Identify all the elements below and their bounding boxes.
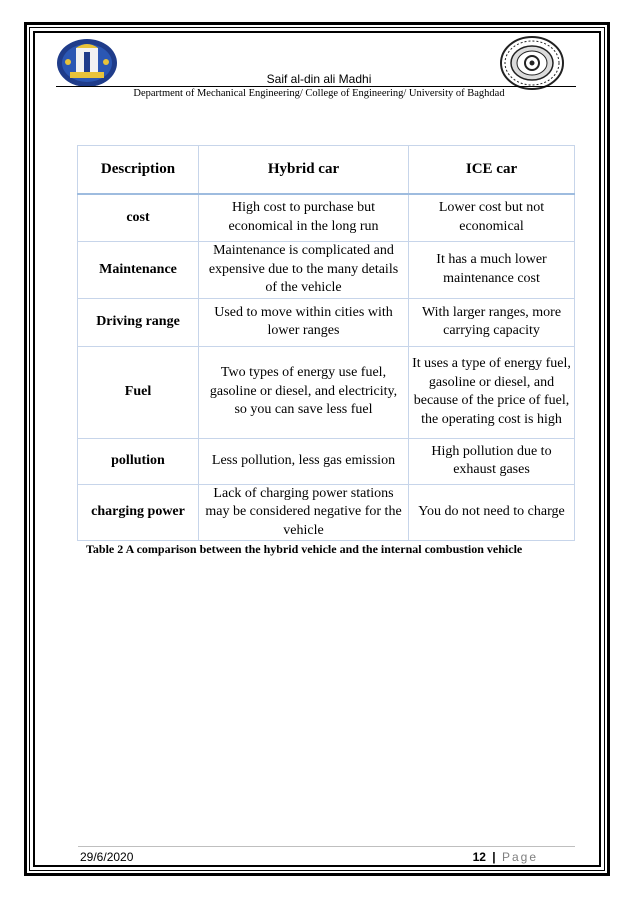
table-caption: Table 2 A comparison between the hybrid vehicle and the internal combustion vehicle [86, 542, 523, 556]
row-ice-value: It uses a type of energy fuel, gasoline or diesel, and because of the price of fuel, the operating cost is high [409, 346, 575, 438]
column-header-hybrid: Hybrid car [199, 146, 409, 194]
table-row [78, 242, 575, 299]
table-row [78, 346, 575, 438]
header-rule [56, 86, 576, 87]
row-hybrid-value: Used to move within cities with lower ranges [199, 298, 409, 346]
table-row [78, 194, 575, 242]
table-header-row [78, 146, 575, 194]
column-header-description: Description [78, 146, 199, 194]
table-row [78, 298, 575, 346]
row-hybrid-value: Maintenance is complicated and expensive due to the many details of the vehicle [199, 242, 409, 299]
comparison-table [77, 145, 575, 541]
row-hybrid-value: Less pollution, less gas emission [199, 438, 409, 484]
page-label: Page [501, 850, 538, 864]
row-description: Maintenance [78, 242, 199, 299]
row-description: cost [78, 194, 199, 242]
row-description: Fuel [78, 346, 199, 438]
column-header-ice: ICE car [409, 146, 575, 194]
row-description: pollution [78, 438, 199, 484]
table-row [78, 484, 575, 541]
footer-rule [78, 846, 575, 847]
page-number: 12 [472, 850, 486, 864]
footer-page-indicator [473, 850, 538, 864]
department-line: Department of Mechanical Engineering/ College of Engineering/ University of Baghdad [133, 88, 505, 99]
footer-date: 29/6/2020 [80, 850, 134, 864]
row-hybrid-value: Lack of charging power stations may be considered negative for the vehicle [199, 484, 409, 541]
author-name: Saif al-din ali Madhi [266, 72, 372, 86]
row-ice-value: You do not need to charge [409, 484, 575, 541]
row-ice-value: Lower cost but not economical [409, 194, 575, 242]
row-ice-value: High pollution due to exhaust gases [409, 438, 575, 484]
row-description: Driving range [78, 298, 199, 346]
row-description: charging power [78, 484, 199, 541]
row-hybrid-value: Two types of energy use fuel, gasoline or diesel, and electricity, so you can save less fuel [199, 346, 409, 438]
row-ice-value: With larger ranges, more carrying capacity [409, 298, 575, 346]
row-hybrid-value: High cost to purchase but economical in the long run [199, 194, 409, 242]
row-ice-value: It has a much lower maintenance cost [409, 242, 575, 299]
page-separator: | [492, 850, 496, 864]
table-row [78, 438, 575, 484]
